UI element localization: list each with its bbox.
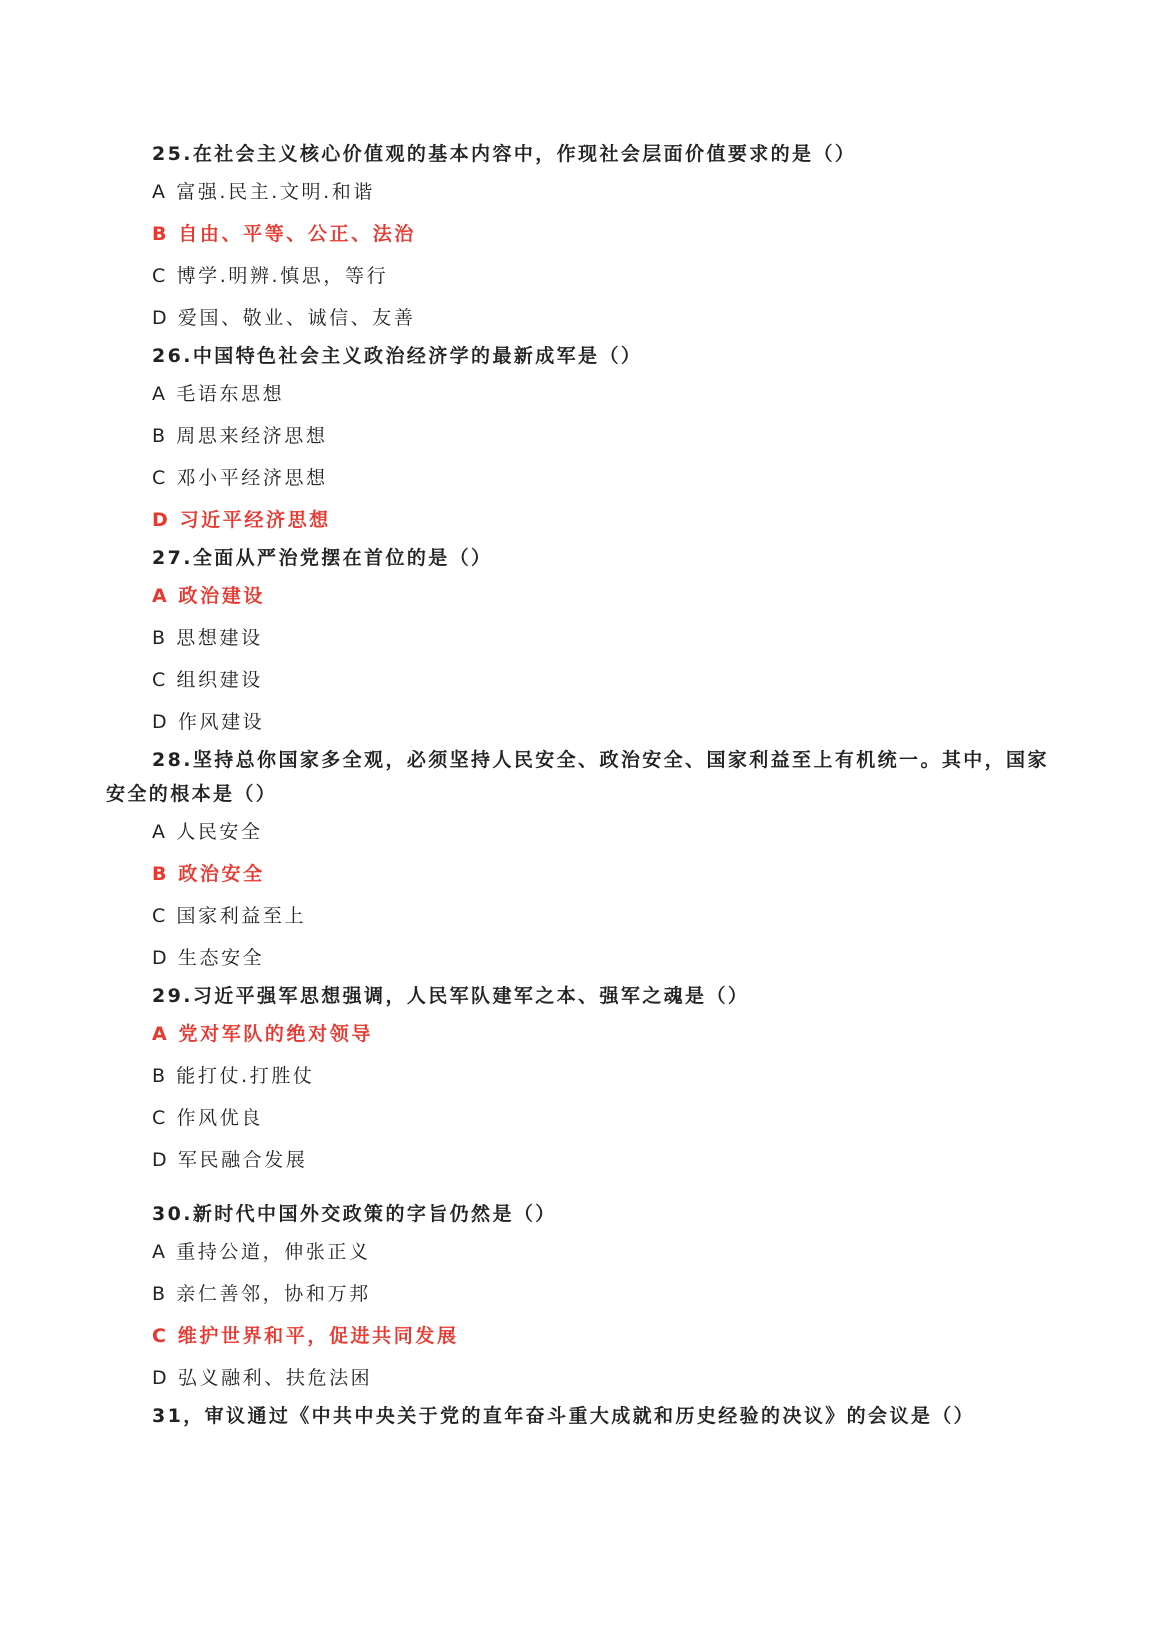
question-stem: 25.在社会主义核心价值观的基本内容中，作现社会层面价值要求的是（） bbox=[152, 143, 857, 165]
question-29 bbox=[106, 979, 1056, 1181]
question-stem: 31，审议通过《中共中央关于党的直年奋斗重大成就和历史经验的决议》的会议是（） bbox=[152, 1405, 976, 1427]
option-c: C 组织建设 bbox=[152, 669, 263, 691]
question-26 bbox=[106, 339, 1056, 541]
question-31 bbox=[106, 1399, 1056, 1433]
option-a: A 人民安全 bbox=[152, 821, 263, 843]
option-c: C 国家利益至上 bbox=[152, 905, 307, 927]
option-c: C 博学.明辨.慎思，等行 bbox=[152, 265, 389, 287]
option-d: D 弘义融利、扶危法困 bbox=[152, 1367, 373, 1389]
question-30 bbox=[106, 1197, 1056, 1399]
option-d-answer: D 习近平经济思想 bbox=[152, 509, 331, 531]
option-a: A 毛语东思想 bbox=[152, 383, 285, 405]
question-27 bbox=[106, 541, 1056, 743]
option-d: D 军民融合发展 bbox=[152, 1149, 308, 1171]
option-a: A 重持公道，伸张正义 bbox=[152, 1241, 371, 1263]
option-b: B 周思来经济思想 bbox=[152, 425, 328, 447]
option-b: B 亲仁善邻，协和万邦 bbox=[152, 1283, 371, 1305]
option-c: C 邓小平经济思想 bbox=[152, 467, 328, 489]
question-stem: 27.全面从严治党摆在首位的是（） bbox=[152, 547, 493, 569]
question-28 bbox=[106, 743, 1056, 979]
option-b-answer: B 政治安全 bbox=[152, 863, 265, 885]
option-a-answer: A 政治建设 bbox=[152, 585, 265, 607]
option-d: D 作风建设 bbox=[152, 711, 265, 733]
question-stem: 26.中国特色社会主义政治经济学的最新成军是（） bbox=[152, 345, 643, 367]
question-25 bbox=[106, 137, 1056, 339]
option-b-answer: B 自由、平等、公正、法治 bbox=[152, 223, 416, 245]
option-c: C 作风优良 bbox=[152, 1107, 263, 1129]
question-stem: 28.坚持总你国家多全观，必须坚持人民安全、政治安全、国家利益至上有机统一。其中，国家安全的根本是（） bbox=[106, 749, 1049, 805]
question-stem: 29.习近平强军思想强调，人民军队建军之本、强军之魂是（） bbox=[152, 985, 750, 1007]
option-d: D 爱国、敬业、诚信、友善 bbox=[152, 307, 416, 329]
option-a: A 富强.民主.文明.和谐 bbox=[152, 181, 375, 203]
option-a-answer: A 党对军队的绝对领导 bbox=[152, 1023, 373, 1045]
option-c-answer: C 维护世界和平，促进共同发展 bbox=[152, 1325, 459, 1347]
option-d: D 生态安全 bbox=[152, 947, 265, 969]
option-b: B 能打仗.打胜仗 bbox=[152, 1065, 315, 1087]
option-b: B 思想建设 bbox=[152, 627, 263, 649]
question-stem: 30.新时代中国外交政策的字旨仍然是（） bbox=[152, 1203, 557, 1225]
